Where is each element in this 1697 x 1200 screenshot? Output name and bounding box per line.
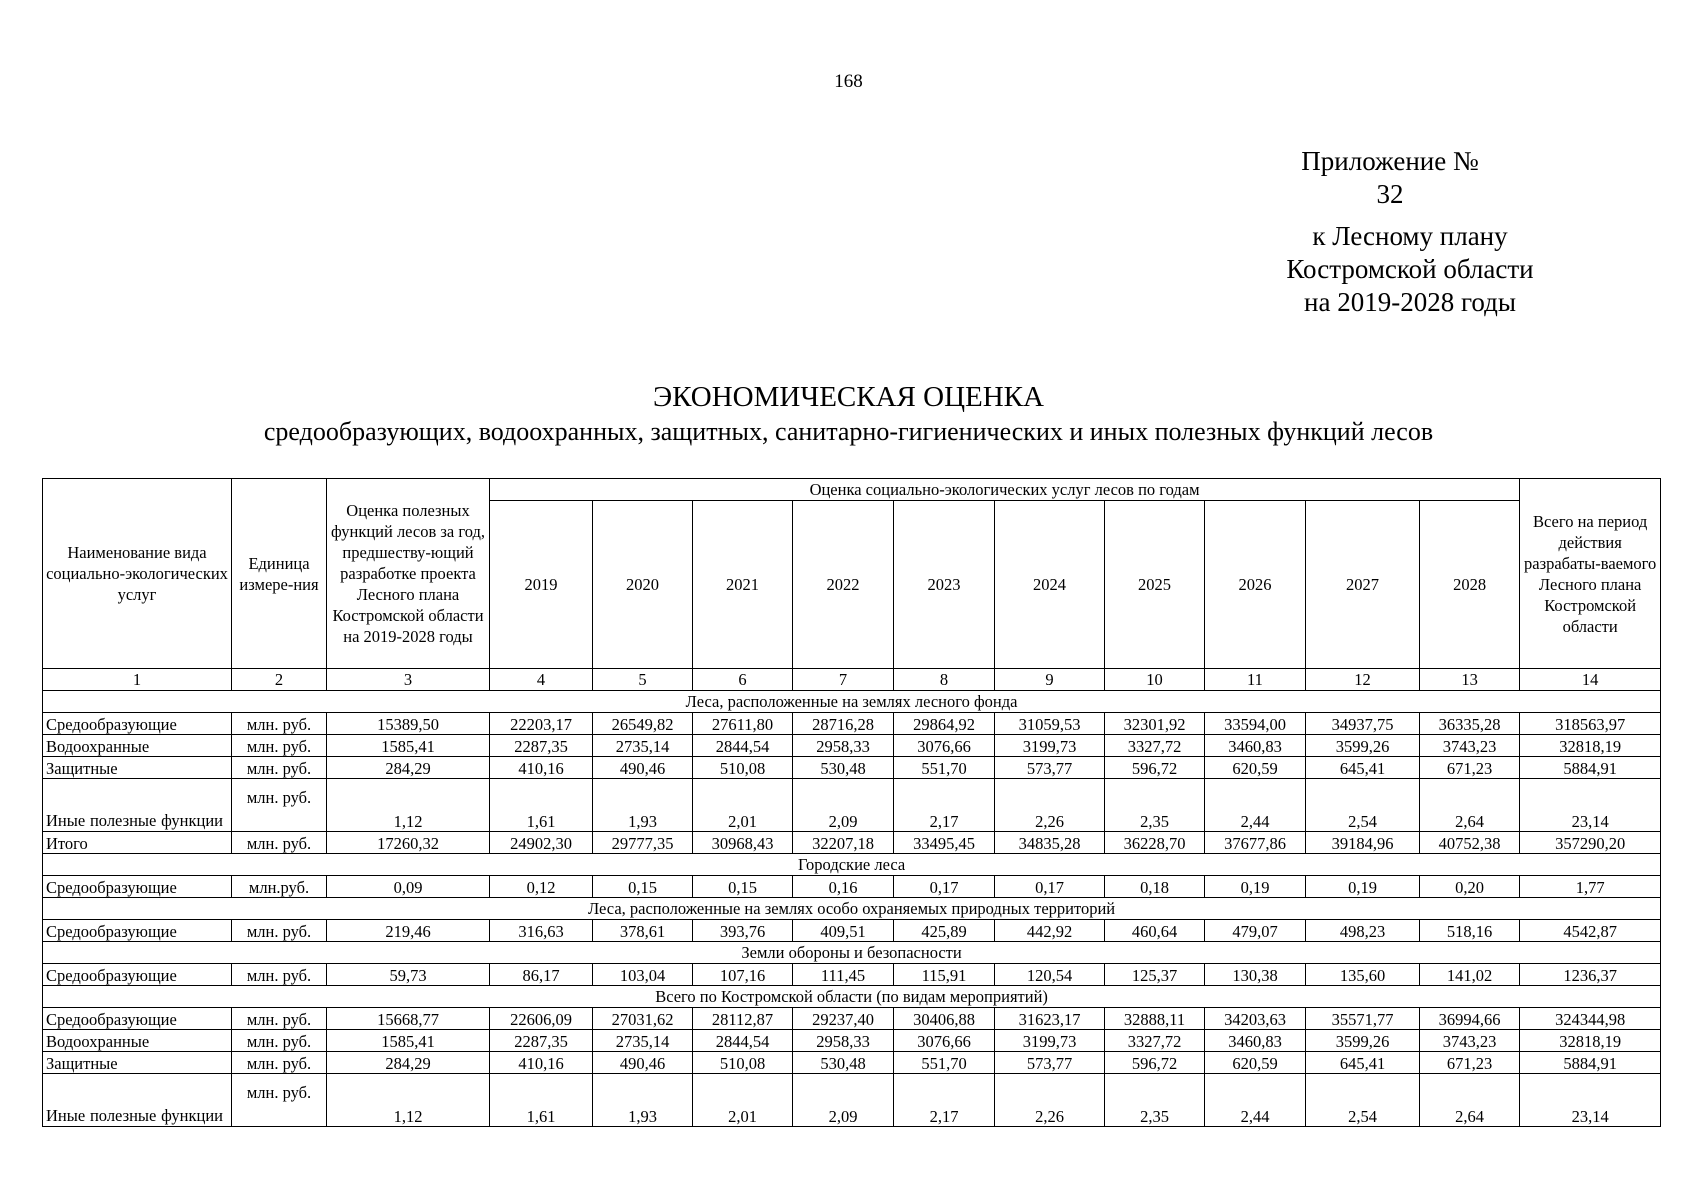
service-name-cell: Иные полезные функции bbox=[43, 779, 232, 832]
value-cell: 34835,28 bbox=[995, 832, 1105, 854]
value-cell: 573,77 bbox=[995, 757, 1105, 779]
value-cell: 35571,77 bbox=[1306, 1008, 1420, 1030]
column-number: 6 bbox=[693, 669, 793, 691]
value-cell: 15668,77 bbox=[327, 1008, 490, 1030]
appendix-reference bbox=[1240, 220, 1580, 319]
value-cell: 86,17 bbox=[490, 964, 593, 986]
section-row bbox=[43, 986, 1661, 1008]
value-cell: 2,01 bbox=[693, 1074, 793, 1127]
value-cell: 1236,37 bbox=[1520, 964, 1661, 986]
value-cell: 2958,33 bbox=[793, 735, 894, 757]
value-cell: 2,35 bbox=[1105, 779, 1205, 832]
value-cell: 0,17 bbox=[894, 876, 995, 898]
column-number: 12 bbox=[1306, 669, 1420, 691]
value-cell: 107,16 bbox=[693, 964, 793, 986]
value-cell: 0,09 bbox=[327, 876, 490, 898]
value-cell: 2,26 bbox=[995, 1074, 1105, 1127]
table-header bbox=[43, 479, 1661, 669]
value-cell: 645,41 bbox=[1306, 757, 1420, 779]
table-row bbox=[43, 735, 1661, 757]
value-cell: 620,59 bbox=[1205, 1052, 1306, 1074]
section-row bbox=[43, 942, 1661, 964]
value-cell: 0,12 bbox=[490, 876, 593, 898]
value-cell: 29237,40 bbox=[793, 1008, 894, 1030]
value-cell: 2,54 bbox=[1306, 1074, 1420, 1127]
header-year: 2025 bbox=[1105, 501, 1205, 669]
value-cell: 510,08 bbox=[693, 757, 793, 779]
value-cell: 59,73 bbox=[327, 964, 490, 986]
column-number: 8 bbox=[894, 669, 995, 691]
value-cell: 1,93 bbox=[593, 779, 693, 832]
value-cell: 0,15 bbox=[693, 876, 793, 898]
value-cell: 596,72 bbox=[1105, 757, 1205, 779]
header-years-group: Оценка социально-экологических услуг лесов по годам bbox=[490, 479, 1520, 501]
value-cell: 32207,18 bbox=[793, 832, 894, 854]
page-number: 168 bbox=[834, 71, 863, 92]
value-cell: 103,04 bbox=[593, 964, 693, 986]
value-cell: 1,12 bbox=[327, 1074, 490, 1127]
value-cell: 15389,50 bbox=[327, 713, 490, 735]
unit-cell: млн. руб. bbox=[232, 920, 327, 942]
service-name-cell: Средообразующие bbox=[43, 1008, 232, 1030]
column-number: 4 bbox=[490, 669, 593, 691]
value-cell: 39184,96 bbox=[1306, 832, 1420, 854]
value-cell: 530,48 bbox=[793, 1052, 894, 1074]
column-number: 14 bbox=[1520, 669, 1661, 691]
table-row bbox=[43, 1030, 1661, 1052]
value-cell: 115,91 bbox=[894, 964, 995, 986]
table-row bbox=[43, 876, 1661, 898]
header-service-name: Наименование вида социально-экологических услуг bbox=[43, 479, 232, 669]
value-cell: 378,61 bbox=[593, 920, 693, 942]
value-cell: 0,17 bbox=[995, 876, 1105, 898]
value-cell: 425,89 bbox=[894, 920, 995, 942]
section-title: Леса, расположенные на землях лесного фонда bbox=[43, 691, 1661, 713]
header-base-estimate: Оценка полезных функций лесов за год, предшеству-ющий разработке проекта Лесного плана Костромской области на 2019-2028 годы bbox=[327, 479, 490, 669]
unit-cell: млн.руб. bbox=[232, 876, 327, 898]
service-name-cell: Средообразующие bbox=[43, 876, 232, 898]
value-cell: 40752,38 bbox=[1420, 832, 1520, 854]
unit-cell: млн. руб. bbox=[232, 1008, 327, 1030]
value-cell: 2,09 bbox=[793, 1074, 894, 1127]
service-name-cell: Иные полезные функции bbox=[43, 1074, 232, 1127]
value-cell: 442,92 bbox=[995, 920, 1105, 942]
header-period-total: Всего на период действия разрабаты-ваемого Лесного плана Костромской области bbox=[1520, 479, 1661, 669]
table-body bbox=[43, 669, 1661, 1127]
value-cell: 3743,23 bbox=[1420, 735, 1520, 757]
value-cell: 479,07 bbox=[1205, 920, 1306, 942]
value-cell: 0,18 bbox=[1105, 876, 1205, 898]
value-cell: 22203,17 bbox=[490, 713, 593, 735]
value-cell: 490,46 bbox=[593, 757, 693, 779]
appendix-line: к Лесному плану bbox=[1312, 221, 1508, 251]
value-cell: 34937,75 bbox=[1306, 713, 1420, 735]
value-cell: 30406,88 bbox=[894, 1008, 995, 1030]
section-title: Городские леса bbox=[43, 854, 1661, 876]
value-cell: 410,16 bbox=[490, 1052, 593, 1074]
service-name-cell: Защитные bbox=[43, 1052, 232, 1074]
section-title: Леса, расположенные на землях особо охраняемых природных территорий bbox=[43, 898, 1661, 920]
value-cell: 2844,54 bbox=[693, 735, 793, 757]
value-cell: 28716,28 bbox=[793, 713, 894, 735]
value-cell: 23,14 bbox=[1520, 779, 1661, 832]
value-cell: 490,46 bbox=[593, 1052, 693, 1074]
value-cell: 28112,87 bbox=[693, 1008, 793, 1030]
value-cell: 620,59 bbox=[1205, 757, 1306, 779]
unit-cell: млн. руб. bbox=[232, 964, 327, 986]
value-cell: 3199,73 bbox=[995, 735, 1105, 757]
header-year: 2021 bbox=[693, 501, 793, 669]
value-cell: 645,41 bbox=[1306, 1052, 1420, 1074]
column-number: 5 bbox=[593, 669, 693, 691]
unit-cell: млн. руб. bbox=[232, 1030, 327, 1052]
value-cell: 316,63 bbox=[490, 920, 593, 942]
appendix-line: на 2019-2028 годы bbox=[1304, 287, 1516, 317]
value-cell: 2,09 bbox=[793, 779, 894, 832]
value-cell: 518,16 bbox=[1420, 920, 1520, 942]
service-name-cell: Водоохранные bbox=[43, 1030, 232, 1052]
value-cell: 2,64 bbox=[1420, 779, 1520, 832]
value-cell: 3599,26 bbox=[1306, 1030, 1420, 1052]
value-cell: 2,26 bbox=[995, 779, 1105, 832]
value-cell: 3599,26 bbox=[1306, 735, 1420, 757]
value-cell: 3199,73 bbox=[995, 1030, 1105, 1052]
value-cell: 36228,70 bbox=[1105, 832, 1205, 854]
value-cell: 2735,14 bbox=[593, 1030, 693, 1052]
appendix-number: Приложение № 32 bbox=[1301, 146, 1479, 209]
value-cell: 111,45 bbox=[793, 964, 894, 986]
value-cell: 357290,20 bbox=[1520, 832, 1661, 854]
value-cell: 2,35 bbox=[1105, 1074, 1205, 1127]
value-cell: 318563,97 bbox=[1520, 713, 1661, 735]
value-cell: 324344,98 bbox=[1520, 1008, 1661, 1030]
header-year: 2028 bbox=[1420, 501, 1520, 669]
column-number: 10 bbox=[1105, 669, 1205, 691]
unit-cell: млн. руб. bbox=[232, 735, 327, 757]
value-cell: 1585,41 bbox=[327, 735, 490, 757]
value-cell: 3076,66 bbox=[894, 1030, 995, 1052]
table-row bbox=[43, 1074, 1661, 1127]
value-cell: 2735,14 bbox=[593, 735, 693, 757]
value-cell: 26549,82 bbox=[593, 713, 693, 735]
value-cell: 22606,09 bbox=[490, 1008, 593, 1030]
value-cell: 5884,91 bbox=[1520, 757, 1661, 779]
header-year: 2019 bbox=[490, 501, 593, 669]
value-cell: 5884,91 bbox=[1520, 1052, 1661, 1074]
value-cell: 32818,19 bbox=[1520, 735, 1661, 757]
value-cell: 23,14 bbox=[1520, 1074, 1661, 1127]
value-cell: 2,17 bbox=[894, 1074, 995, 1127]
value-cell: 2287,35 bbox=[490, 735, 593, 757]
column-number: 11 bbox=[1205, 669, 1306, 691]
value-cell: 2844,54 bbox=[693, 1030, 793, 1052]
value-cell: 1,61 bbox=[490, 779, 593, 832]
column-number: 3 bbox=[327, 669, 490, 691]
value-cell: 3327,72 bbox=[1105, 1030, 1205, 1052]
value-cell: 0,16 bbox=[793, 876, 894, 898]
value-cell: 0,15 bbox=[593, 876, 693, 898]
value-cell: 3460,83 bbox=[1205, 1030, 1306, 1052]
value-cell: 530,48 bbox=[793, 757, 894, 779]
value-cell: 36994,66 bbox=[1420, 1008, 1520, 1030]
value-cell: 37677,86 bbox=[1205, 832, 1306, 854]
table-row bbox=[43, 964, 1661, 986]
column-number: 13 bbox=[1420, 669, 1520, 691]
value-cell: 3460,83 bbox=[1205, 735, 1306, 757]
value-cell: 31623,17 bbox=[995, 1008, 1105, 1030]
value-cell: 2,44 bbox=[1205, 1074, 1306, 1127]
value-cell: 3743,23 bbox=[1420, 1030, 1520, 1052]
value-cell: 671,23 bbox=[1420, 1052, 1520, 1074]
column-number: 1 bbox=[43, 669, 232, 691]
section-row bbox=[43, 854, 1661, 876]
value-cell: 17260,32 bbox=[327, 832, 490, 854]
unit-cell: млн. руб. bbox=[232, 832, 327, 854]
header-unit: Единица измере-ния bbox=[232, 479, 327, 669]
value-cell: 32818,19 bbox=[1520, 1030, 1661, 1052]
value-cell: 36335,28 bbox=[1420, 713, 1520, 735]
value-cell: 2,44 bbox=[1205, 779, 1306, 832]
value-cell: 1585,41 bbox=[327, 1030, 490, 1052]
value-cell: 33594,00 bbox=[1205, 713, 1306, 735]
value-cell: 130,38 bbox=[1205, 964, 1306, 986]
table-row bbox=[43, 920, 1661, 942]
value-cell: 0,19 bbox=[1205, 876, 1306, 898]
section-row bbox=[43, 898, 1661, 920]
value-cell: 4542,87 bbox=[1520, 920, 1661, 942]
value-cell: 27031,62 bbox=[593, 1008, 693, 1030]
value-cell: 27611,80 bbox=[693, 713, 793, 735]
value-cell: 125,37 bbox=[1105, 964, 1205, 986]
header-year: 2027 bbox=[1306, 501, 1420, 669]
value-cell: 284,29 bbox=[327, 757, 490, 779]
value-cell: 596,72 bbox=[1105, 1052, 1205, 1074]
value-cell: 30968,43 bbox=[693, 832, 793, 854]
value-cell: 29864,92 bbox=[894, 713, 995, 735]
value-cell: 120,54 bbox=[995, 964, 1105, 986]
unit-cell: млн. руб. bbox=[232, 1052, 327, 1074]
document-subtitle: средообразующих, водоохранных, защитных, санитарно-гигиенических и иных полезных функций лесов bbox=[263, 417, 1434, 446]
header-year: 2024 bbox=[995, 501, 1105, 669]
value-cell: 31059,53 bbox=[995, 713, 1105, 735]
value-cell: 141,02 bbox=[1420, 964, 1520, 986]
value-cell: 460,64 bbox=[1105, 920, 1205, 942]
value-cell: 2287,35 bbox=[490, 1030, 593, 1052]
value-cell: 219,46 bbox=[327, 920, 490, 942]
value-cell: 551,70 bbox=[894, 757, 995, 779]
table-row bbox=[43, 1052, 1661, 1074]
value-cell: 3076,66 bbox=[894, 735, 995, 757]
table-row bbox=[43, 832, 1661, 854]
value-cell: 1,93 bbox=[593, 1074, 693, 1127]
value-cell: 551,70 bbox=[894, 1052, 995, 1074]
value-cell: 1,77 bbox=[1520, 876, 1661, 898]
value-cell: 2,54 bbox=[1306, 779, 1420, 832]
column-number: 2 bbox=[232, 669, 327, 691]
header-year: 2020 bbox=[593, 501, 693, 669]
service-name-cell: Средообразующие bbox=[43, 920, 232, 942]
value-cell: 34203,63 bbox=[1205, 1008, 1306, 1030]
service-name-cell: Итого bbox=[43, 832, 232, 854]
unit-cell: млн. руб. bbox=[232, 757, 327, 779]
value-cell: 29777,35 bbox=[593, 832, 693, 854]
service-name-cell: Средообразующие bbox=[43, 964, 232, 986]
value-cell: 671,23 bbox=[1420, 757, 1520, 779]
value-cell: 393,76 bbox=[693, 920, 793, 942]
unit-cell: млн. руб. bbox=[232, 713, 327, 735]
section-row bbox=[43, 691, 1661, 713]
header-year: 2023 bbox=[894, 501, 995, 669]
value-cell: 2,01 bbox=[693, 779, 793, 832]
valuation-table bbox=[42, 478, 1661, 1127]
value-cell: 1,12 bbox=[327, 779, 490, 832]
column-number: 7 bbox=[793, 669, 894, 691]
value-cell: 24902,30 bbox=[490, 832, 593, 854]
value-cell: 32888,11 bbox=[1105, 1008, 1205, 1030]
service-name-cell: Защитные bbox=[43, 757, 232, 779]
unit-cell: млн. руб. bbox=[232, 1074, 327, 1127]
table-row bbox=[43, 757, 1661, 779]
value-cell: 2,17 bbox=[894, 779, 995, 832]
value-cell: 498,23 bbox=[1306, 920, 1420, 942]
value-cell: 2958,33 bbox=[793, 1030, 894, 1052]
table-row bbox=[43, 1008, 1661, 1030]
value-cell: 410,16 bbox=[490, 757, 593, 779]
appendix-line: Костромской области bbox=[1286, 254, 1534, 284]
value-cell: 573,77 bbox=[995, 1052, 1105, 1074]
section-title: Всего по Костромской области (по видам мероприятий) bbox=[43, 986, 1661, 1008]
value-cell: 2,64 bbox=[1420, 1074, 1520, 1127]
service-name-cell: Средообразующие bbox=[43, 713, 232, 735]
value-cell: 33495,45 bbox=[894, 832, 995, 854]
document-title: ЭКОНОМИЧЕСКАЯ ОЦЕНКА bbox=[653, 381, 1044, 413]
table-row bbox=[43, 779, 1661, 832]
value-cell: 135,60 bbox=[1306, 964, 1420, 986]
value-cell: 3327,72 bbox=[1105, 735, 1205, 757]
value-cell: 1,61 bbox=[490, 1074, 593, 1127]
table-row bbox=[43, 713, 1661, 735]
value-cell: 284,29 bbox=[327, 1052, 490, 1074]
column-number: 9 bbox=[995, 669, 1105, 691]
value-cell: 0,19 bbox=[1306, 876, 1420, 898]
value-cell: 409,51 bbox=[793, 920, 894, 942]
header-year: 2022 bbox=[793, 501, 894, 669]
section-title: Земли обороны и безопасности bbox=[43, 942, 1661, 964]
service-name-cell: Водоохранные bbox=[43, 735, 232, 757]
column-number-row bbox=[43, 669, 1661, 691]
value-cell: 32301,92 bbox=[1105, 713, 1205, 735]
value-cell: 0,20 bbox=[1420, 876, 1520, 898]
value-cell: 510,08 bbox=[693, 1052, 793, 1074]
header-year: 2026 bbox=[1205, 501, 1306, 669]
unit-cell: млн. руб. bbox=[232, 779, 327, 832]
